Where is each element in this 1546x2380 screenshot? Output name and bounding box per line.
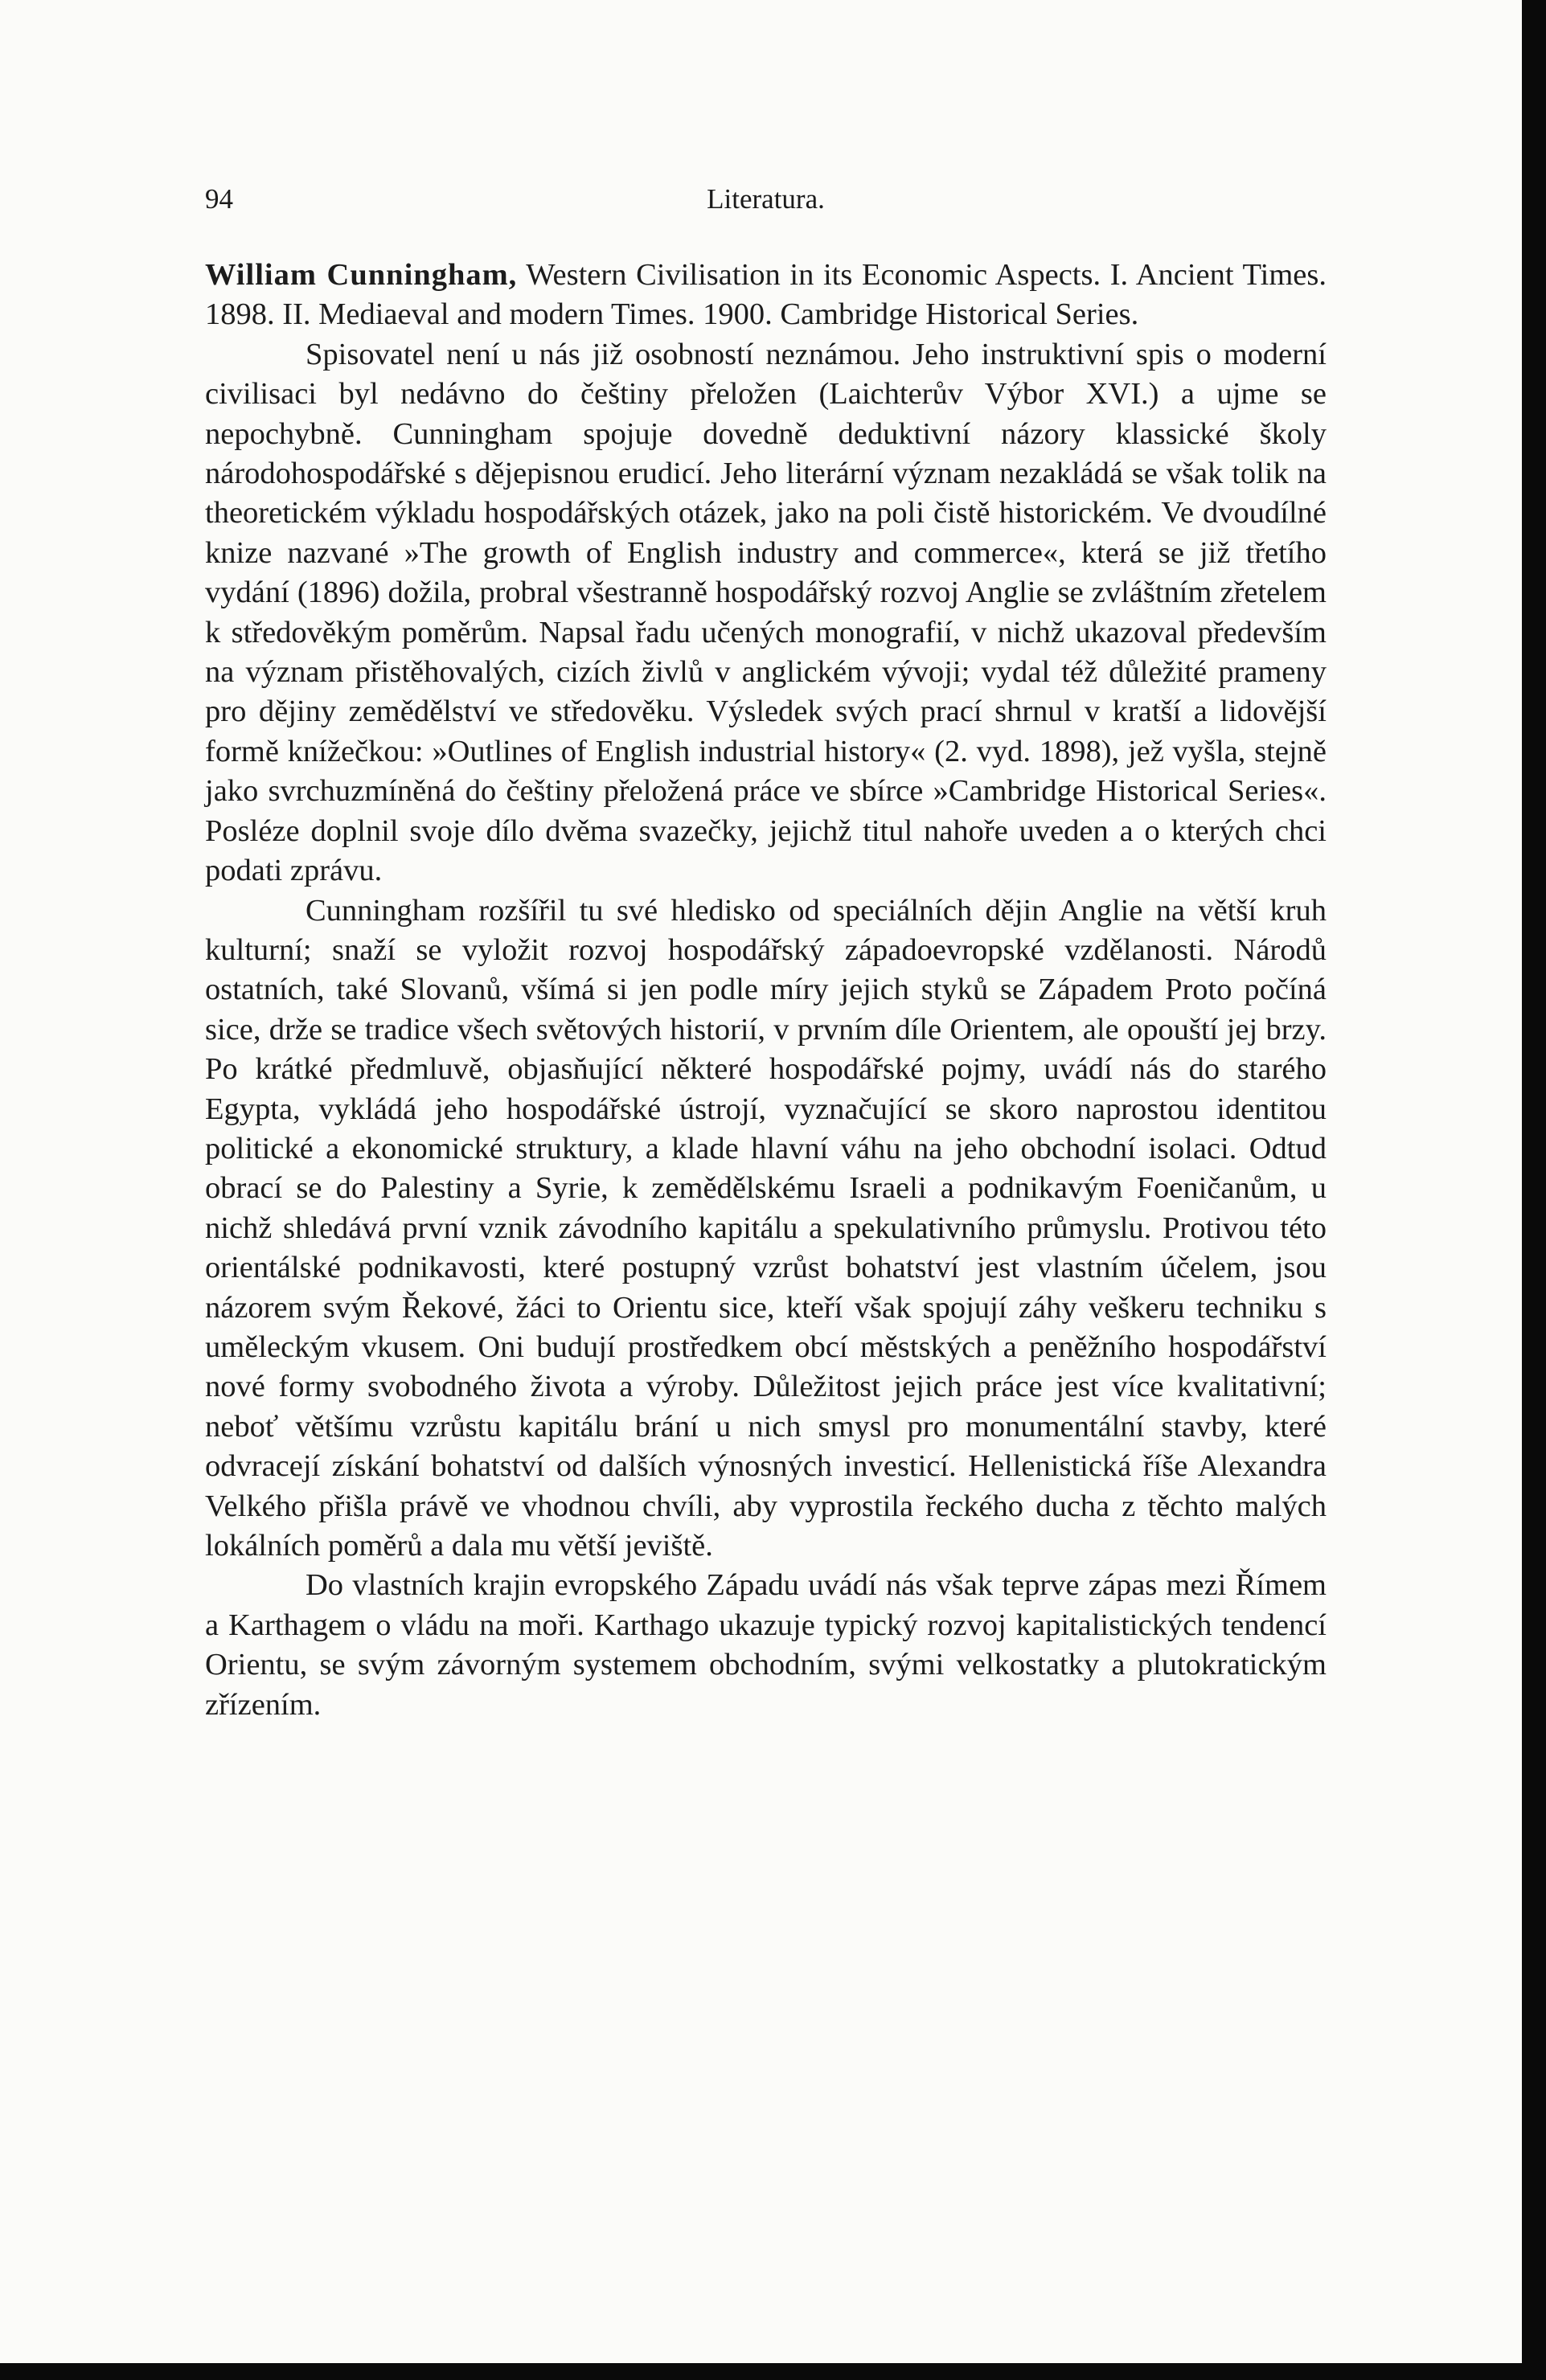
scan-edge-right: [1522, 0, 1546, 2380]
paragraph-2: Cunningham rozšířil tu své hledisko od speciálních dějin Anglie na větší kruh kulturní; snaží se vyložit rozvoj hospodářský západoevropské vzdělanosti. Národů ostatních, také Slovanů, všímá si jen podle míry jejich styků se Západem Proto počíná sice, drže se tradice všech světových historií, v prvním díle Orientem, ale opouští jej brzy. Po krátké předmluvě, objasňující některé hospodářské pojmy, uvádí nás do starého Egypta, vykládá jeho hospodářské ústrojí, vyznačující se skoro naprostou identitou politické a ekonomické struktury, a klade hlavní váhu na jeho obchodní isolaci. Odtud obrací se do Palestiny a Syrie, k zemědělskému Israeli a podnikavým Foeničanům, u nichž shledává první vznik závodního kapitálu a spekulativního průmyslu. Protivou této orientálské podnikavosti, které postupný vzrůst bohatství jest vlastním účelem, jsou názorem svým Řekové, žáci to Orientu sice, kteří však spojují záhy veškeru techniku s uměleckým vkusem. Oni budují prostředkem obcí městských a peněžního hospodářství nové formy svobodného života a výroby. Důležitost jejich práce jest více kvalitativní; neboť většímu vzrůstu kapitálu brání u nich smysl pro monumentální stavby, které odvracejí získání bohatství od dalších výnosných investicí. Hellenistická říše Alexandra Velkého přišla právě ve vhodnou chvíli, aby vyprostila řeckého ducha z těchto malých lokálních poměrů a dala mu větší jeviště.: [205, 893, 1327, 1563]
scan-edge-bottom: [0, 2363, 1522, 2380]
page-header: [205, 183, 1327, 223]
author-name: William Cunningham,: [205, 258, 518, 292]
citation-paragraph: [205, 256, 1327, 335]
book-citation: Western Civilisation in its Economic Aspects. I. Ancient Times. 1898. II. Mediaeval and modern Times. 1900. Cambridge Historical Series.: [205, 258, 1327, 332]
review-text: [205, 256, 1327, 1725]
paragraph-3: Do vlastních krajin evropského Západu uvádí nás však teprve zápas mezi Římem a Karthagem o vládu na moři. Karthago ukazuje typický rozvoj kapitalistických tendencí Orientu, se svým závorným systemem obchodním, svými velkostatky a plutokratickým zřízením.: [205, 1568, 1327, 1722]
paragraph-1: Spisovatel není u nás již osobností neznámou. Jeho instruktivní spis o moderní civilisaci byl nedávno do češtiny přeložen (Laichterův Výbor XVI.) a ujme se nepochybně. Cunningham spojuje dovedně deduktivní názory klassické školy národohospodářské s dějepisnou erudicí. Jeho literární význam nezakládá se však tolik na theoretickém výkladu hospodářských otázek, jako na poli čistě historickém. Ve dvoudílné knize nazvané »The growth of English industry and commerce«, která se již třetího vydání (1896) dožila, probral všestranně hospodářský rozvoj Anglie se zvláštním zřetelem k středověkým poměrům. Napsal řadu učených monografií, v nichž ukazoval především na význam přistěhovalých, cizích živlů v anglickém vývoji; vydal též důležité prameny pro dějiny zemědělství ve středověku. Výsledek svých prací shrnul v kratší a lidovější formě knížečkou: »Outlines of English industrial history« (2. vyd. 1898), jež vyšla, stejně jako svrchuzmíněná do češtiny přeložená práce ve sbírce »Cambridge Historical Series«. Posléze doplnil svoje dílo dvěma svazečky, jejichž titul nahoře uveden a o kterých chci podati zprávu.: [205, 337, 1327, 888]
page-number: 94: [205, 183, 233, 215]
running-title: Literatura.: [707, 183, 825, 215]
